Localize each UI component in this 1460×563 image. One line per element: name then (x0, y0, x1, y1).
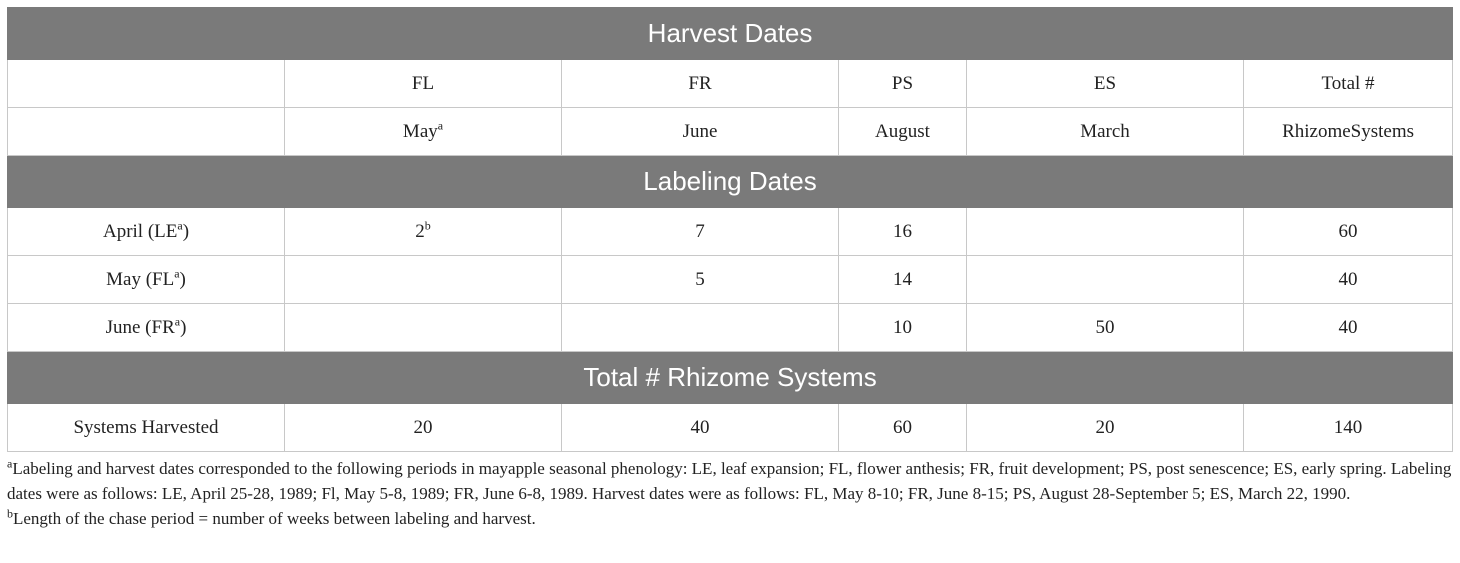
table-cell: 20 (285, 404, 562, 452)
table-row (8, 108, 1453, 156)
table-row-may (8, 256, 1453, 304)
table-cell: 14 (839, 256, 967, 304)
table-cell: 7 (562, 208, 839, 256)
table-cell: 20 (967, 404, 1244, 452)
harvest-table (7, 7, 1453, 452)
table-cell: 2$^b$ (285, 208, 562, 256)
header-total: Total # (1244, 60, 1453, 108)
header-ps-month: August (839, 108, 967, 156)
table-row (8, 60, 1453, 108)
header-es: ES (967, 60, 1244, 108)
labeling-dates-band (8, 156, 1453, 208)
table-cell: 60 (839, 404, 967, 452)
table-cell (967, 256, 1244, 304)
row-label: Systems Harvested (8, 404, 285, 452)
harvest-table-container (7, 7, 1452, 452)
table-cell (8, 108, 285, 156)
header-fl: FL (285, 60, 562, 108)
header-fr: FR (562, 60, 839, 108)
harvest-dates-heading: Harvest Dates (8, 8, 1453, 60)
table-cell (967, 208, 1244, 256)
table-cell: 10 (839, 304, 967, 352)
harvest-dates-band (8, 8, 1453, 60)
footnote-b: $^b$Length of the chase period = number of weeks between labeling and harvest. (7, 506, 536, 528)
footnote-a: $^a$Labeling and harvest dates corresponded to the following periods in mayapple seasonal phenology: LE, leaf expansion; FL, flower anthesis; FR, fruit development; PS, post senescence; ES, early spring. Labeling dates were as follows: LE, April 25-28, 1989; Fl, May 5-8, 1989; FR, June 6-8, 1989. Harvest dates were as follows: FL, May 8-10; FR, June 8-15; PS, August 28-September 5; ES, March 22, 1990. (7, 456, 1452, 503)
table-cell: 140 (1244, 404, 1453, 452)
total-rhizome-band (8, 352, 1453, 404)
header-fr-month: June (562, 108, 839, 156)
header-es-month: March (967, 108, 1244, 156)
header-ps: PS (839, 60, 967, 108)
header-total-sub: RhizomeSystems (1244, 108, 1453, 156)
table-cell: 5 (562, 256, 839, 304)
table-cell: 40 (562, 404, 839, 452)
total-rhizome-heading: Total # Rhizome Systems (8, 352, 1453, 404)
table-cell (562, 304, 839, 352)
header-fl-month: May$^a$ (285, 108, 562, 156)
table-row-june (8, 304, 1453, 352)
table-cell: 40 (1244, 304, 1453, 352)
table-cell: 50 (967, 304, 1244, 352)
table-cell: 16 (839, 208, 967, 256)
table-cell (285, 304, 562, 352)
table-cell (8, 60, 285, 108)
table-row-april (8, 208, 1453, 256)
row-label: May $(FL^a)$ (8, 256, 285, 304)
table-cell: 60 (1244, 208, 1453, 256)
row-label: June $(FR^a)$ (8, 304, 285, 352)
footnotes (7, 456, 1452, 531)
row-label: April $(LE^a)$ (8, 208, 285, 256)
table-cell (285, 256, 562, 304)
table-cell: 40 (1244, 256, 1453, 304)
table-row-harvested (8, 404, 1453, 452)
labeling-dates-heading: Labeling Dates (8, 156, 1453, 208)
